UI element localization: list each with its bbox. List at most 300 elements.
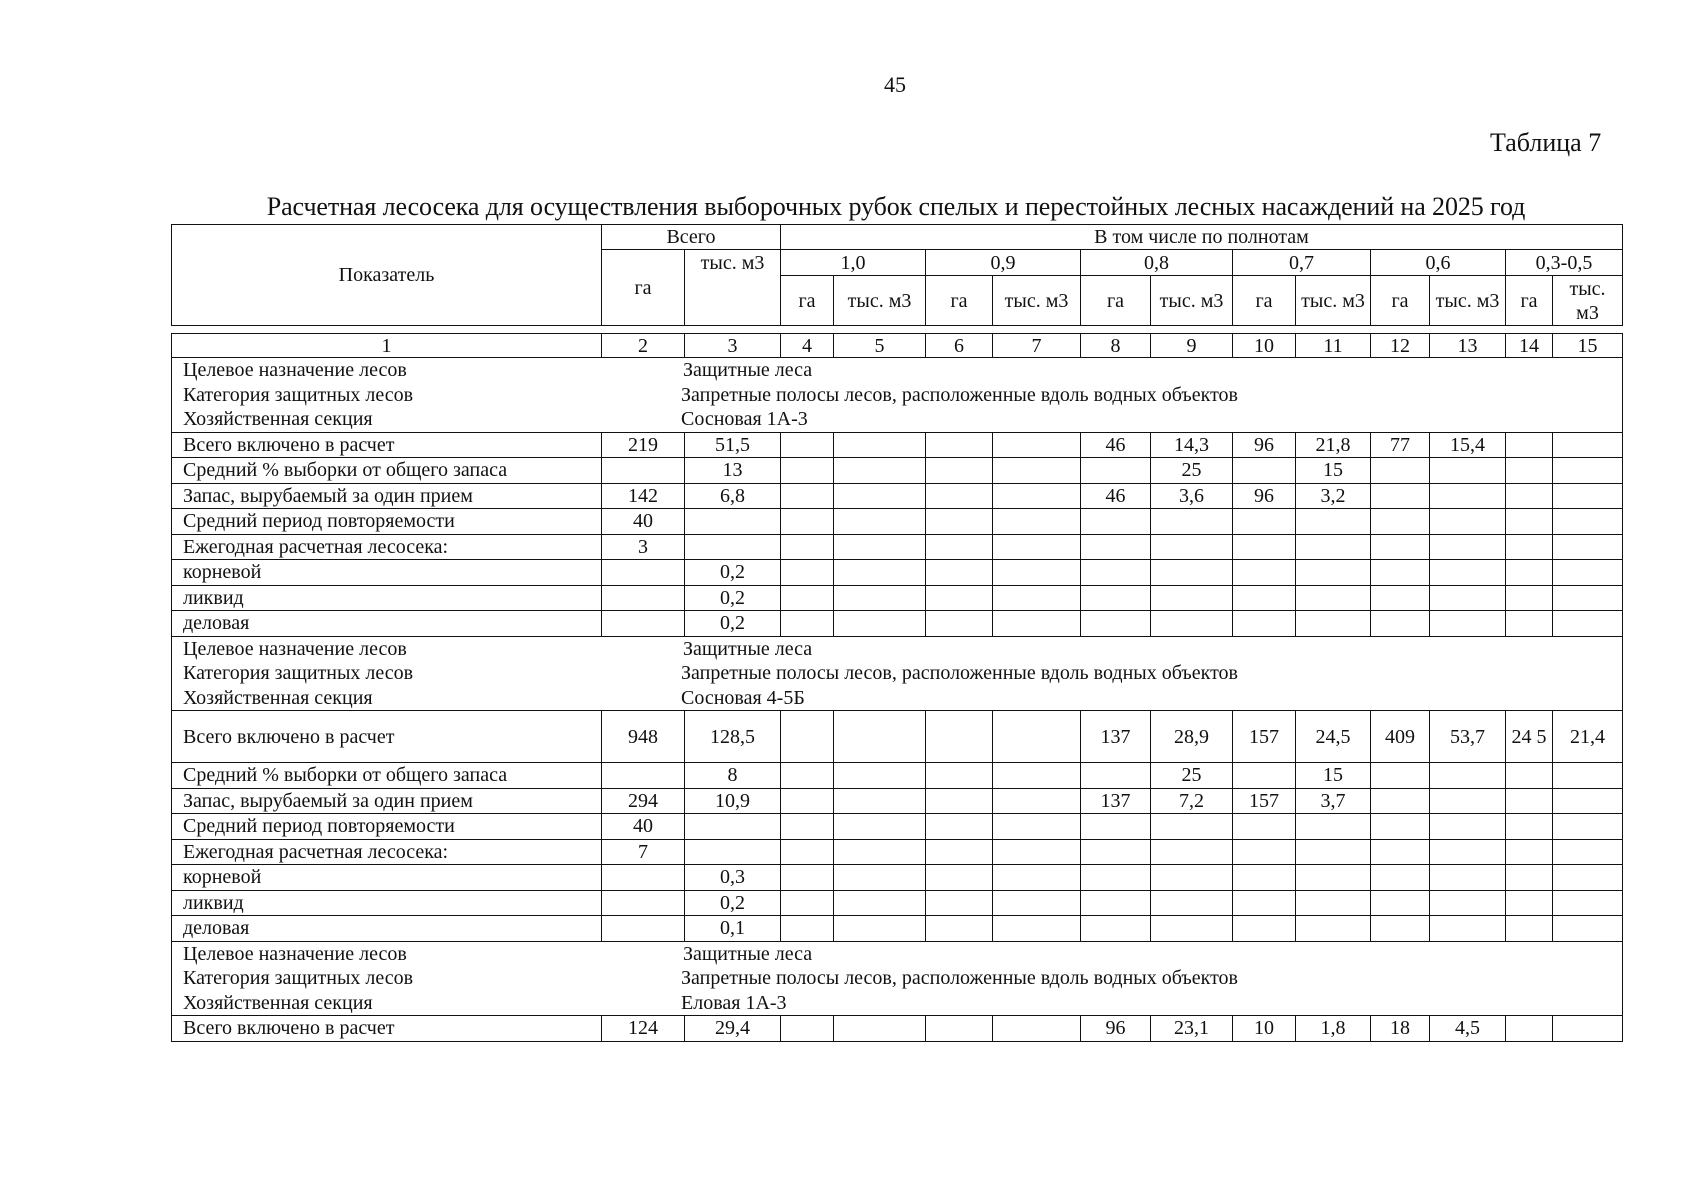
- table-cell: 21,8: [1296, 432, 1371, 458]
- header-unit-volume: тыс. м3: [1151, 276, 1233, 326]
- table-row: [172, 560, 1623, 586]
- header-density-5: 0,6: [1371, 250, 1506, 276]
- column-number: 3: [685, 334, 781, 358]
- table-cell: [993, 814, 1081, 840]
- table-cell: [1553, 865, 1623, 891]
- table-cell: [1430, 814, 1506, 840]
- table-cell: [1506, 788, 1553, 814]
- table-cell: [1081, 458, 1151, 484]
- table-cell: 25: [1151, 763, 1233, 789]
- column-number: 9: [1151, 334, 1233, 358]
- table-row: [172, 611, 1623, 637]
- table-cell: [1371, 763, 1430, 789]
- purpose-label: Целевое назначение лесов: [183, 942, 407, 965]
- table-row: [172, 1016, 1623, 1042]
- table-cell: 137: [1081, 788, 1151, 814]
- header-by-density: В том числе по полнотам: [781, 225, 1623, 250]
- table-cell: [602, 763, 685, 789]
- column-number: 15: [1553, 334, 1623, 358]
- management-section-line: [172, 686, 1622, 711]
- table-cell: 3,2: [1296, 483, 1371, 509]
- management-section-label: Хозяйственная секция: [183, 686, 373, 709]
- table-cell: [834, 534, 926, 560]
- column-number: 4: [781, 334, 834, 358]
- table-cell: [781, 483, 834, 509]
- table-cell: [1553, 763, 1623, 789]
- table-row: [172, 585, 1623, 611]
- table-cell: [926, 509, 993, 535]
- table-cell: [781, 432, 834, 458]
- table-cell: [834, 509, 926, 535]
- table-cell: 25: [1151, 458, 1233, 484]
- management-section-label: Хозяйственная секция: [183, 408, 373, 430]
- table-cell: [834, 865, 926, 891]
- table-cell: [1296, 509, 1371, 535]
- table-cell: [1371, 483, 1430, 509]
- table-cell: 15: [1296, 763, 1371, 789]
- header-density-1: 1,0: [781, 250, 926, 276]
- table-cell: [1151, 560, 1233, 586]
- category-label: Категория защитных лесов: [183, 967, 414, 989]
- table-cell: [1506, 432, 1553, 458]
- section-info: [172, 942, 1622, 1016]
- table-cell: [926, 611, 993, 637]
- table-cell: [1506, 865, 1553, 891]
- table-cell: [1233, 585, 1296, 611]
- table-cell: [1506, 611, 1553, 637]
- table-cell: [781, 560, 834, 586]
- table-cell: [926, 763, 993, 789]
- table-cell: 128,5: [685, 711, 781, 763]
- table-cell: [1430, 916, 1506, 942]
- table-cell: [1233, 814, 1296, 840]
- table-cell: 0,1: [685, 916, 781, 942]
- table-cell: [602, 458, 685, 484]
- table-cell: [834, 916, 926, 942]
- table-cell: [1506, 916, 1553, 942]
- table-cell: [1371, 839, 1430, 865]
- table-cell: [993, 458, 1081, 484]
- table-cell: 294: [602, 788, 685, 814]
- purpose-value: Защитные леса: [683, 359, 813, 381]
- row-label: Ежегодная расчетная лесосека:: [172, 839, 602, 865]
- table-cell: 7,2: [1151, 788, 1233, 814]
- table-cell: [781, 509, 834, 535]
- table-cell: [993, 763, 1081, 789]
- table-cell: [926, 788, 993, 814]
- header-unit-volume: тыс. м3: [834, 276, 926, 326]
- row-label: Запас, вырубаемый за один прием: [172, 788, 602, 814]
- table-cell: [1081, 560, 1151, 586]
- table-cell: [1430, 560, 1506, 586]
- table-cell: [834, 763, 926, 789]
- table-cell: 0,2: [685, 890, 781, 916]
- category-value: Запретные полосы лесов, расположенные вдоль водных объектов: [681, 662, 1238, 684]
- table-cell: [1506, 1016, 1553, 1042]
- section-info: [172, 358, 1622, 432]
- table-cell: [1553, 432, 1623, 458]
- table-cell: [1371, 585, 1430, 611]
- table-cell: [1506, 814, 1553, 840]
- header-unit-ha: га: [1233, 276, 1296, 326]
- row-label: деловая: [172, 611, 602, 637]
- table-cell: 21,4: [1553, 711, 1623, 763]
- table-cell: [834, 458, 926, 484]
- table-cell: 14,3: [1151, 432, 1233, 458]
- table-cell: [1553, 585, 1623, 611]
- table-cell: 24,5: [1296, 711, 1371, 763]
- table-cell: [926, 890, 993, 916]
- table-cell: 3,7: [1296, 788, 1371, 814]
- management-section-line: [172, 991, 1622, 1016]
- table-cell: 28,9: [1151, 711, 1233, 763]
- table-cell: [1553, 509, 1623, 535]
- table-cell: [1371, 788, 1430, 814]
- column-numbers-row: [172, 334, 1623, 358]
- table-cell: [1371, 890, 1430, 916]
- table-cell: [993, 560, 1081, 586]
- table-cell: [993, 711, 1081, 763]
- page-number: 45: [884, 72, 906, 97]
- table-cell: [834, 814, 926, 840]
- management-section-value: Сосновая 4-5Б: [681, 686, 805, 709]
- data-table: [171, 333, 1623, 1042]
- table-cell: [1081, 839, 1151, 865]
- table-cell: [1151, 890, 1233, 916]
- table-cell: 1,8: [1296, 1016, 1371, 1042]
- table-cell: [602, 916, 685, 942]
- header-unit-volume: тыс. м3: [1430, 276, 1506, 326]
- table-cell: 10: [1233, 1016, 1296, 1042]
- column-number: 14: [1506, 334, 1553, 358]
- row-label: корневой: [172, 560, 602, 586]
- table-cell: [1296, 890, 1371, 916]
- category-line: [172, 383, 1622, 408]
- table-cell: 96: [1081, 1016, 1151, 1042]
- table-cell: [1430, 839, 1506, 865]
- table-cell: 96: [1233, 483, 1296, 509]
- table-cell: 15,4: [1430, 432, 1506, 458]
- table-cell: [1553, 916, 1623, 942]
- table-cell: [1553, 890, 1623, 916]
- column-number: 10: [1233, 334, 1296, 358]
- header-unit-ha: га: [1371, 276, 1430, 326]
- table-cell: [993, 890, 1081, 916]
- row-label: Средний период повторяемости: [172, 509, 602, 535]
- table-cell: [1506, 560, 1553, 586]
- table-cell: [1081, 585, 1151, 611]
- table-cell: [1553, 788, 1623, 814]
- table-cell: [1553, 814, 1623, 840]
- table-cell: 4,5: [1430, 1016, 1506, 1042]
- table-cell: [1506, 534, 1553, 560]
- table-cell: [781, 585, 834, 611]
- table-cell: 46: [1081, 483, 1151, 509]
- table-cell: [781, 1016, 834, 1042]
- table-cell: [1233, 865, 1296, 891]
- table-cell: [834, 483, 926, 509]
- column-number: 5: [834, 334, 926, 358]
- table-cell: [1506, 890, 1553, 916]
- table-cell: 6,8: [685, 483, 781, 509]
- table-cell: [926, 839, 993, 865]
- table-cell: [1506, 458, 1553, 484]
- column-number: 8: [1081, 334, 1151, 358]
- table-cell: [834, 711, 926, 763]
- management-section-value: Сосновая 1А-3: [681, 408, 808, 430]
- table-cell: [1081, 916, 1151, 942]
- purpose-line: [172, 942, 1622, 967]
- table-cell: 142: [602, 483, 685, 509]
- table-cell: [1553, 839, 1623, 865]
- table-cell: [1430, 763, 1506, 789]
- column-number: 7: [993, 334, 1081, 358]
- category-label: Категория защитных лесов: [183, 662, 414, 684]
- table-cell: [834, 585, 926, 611]
- table-row: [172, 483, 1623, 509]
- table-cell: [993, 432, 1081, 458]
- row-label: Средний период повторяемости: [172, 814, 602, 840]
- table-cell: [1233, 890, 1296, 916]
- section-header: [172, 636, 1623, 711]
- table-cell: [1296, 916, 1371, 942]
- header-total: Всего: [602, 225, 781, 250]
- table-cell: 51,5: [685, 432, 781, 458]
- table-cell: [1506, 763, 1553, 789]
- table-cell: 53,7: [1430, 711, 1506, 763]
- management-section-line: [172, 407, 1622, 432]
- table-cell: 15: [1296, 458, 1371, 484]
- table-cell: [926, 432, 993, 458]
- table-cell: [1151, 916, 1233, 942]
- purpose-value: Защитные леса: [683, 637, 813, 660]
- table-cell: [781, 916, 834, 942]
- table-cell: [1553, 458, 1623, 484]
- table-cell: [1233, 458, 1296, 484]
- category-line: [172, 966, 1622, 991]
- table-row: [172, 865, 1623, 891]
- table-cell: [1430, 585, 1506, 611]
- table-cell: [1506, 483, 1553, 509]
- table-cell: 40: [602, 814, 685, 840]
- category-label: Категория защитных лесов: [183, 383, 414, 406]
- table-cell: [834, 560, 926, 586]
- table-row: [172, 534, 1623, 560]
- table-cell: [1371, 560, 1430, 586]
- table-row: [172, 711, 1623, 763]
- table-cell: [781, 890, 834, 916]
- section-header-row: [172, 941, 1623, 1016]
- table-cell: [1553, 534, 1623, 560]
- table-cell: 3,6: [1151, 483, 1233, 509]
- row-label: Средний % выборки от общего запаса: [172, 458, 602, 484]
- table-cell: [781, 458, 834, 484]
- table-cell: [1506, 509, 1553, 535]
- table-cell: 18: [1371, 1016, 1430, 1042]
- header-unit-volume: тыс. м3: [993, 276, 1081, 326]
- table-cell: [685, 814, 781, 840]
- table-cell: [1151, 509, 1233, 535]
- table-cell: 46: [1081, 432, 1151, 458]
- table-cell: 10,9: [685, 788, 781, 814]
- table-cell: 0,2: [685, 611, 781, 637]
- purpose-label: Целевое назначение лесов: [183, 359, 407, 381]
- header-unit-ha: га: [781, 276, 834, 326]
- table-cell: [1430, 890, 1506, 916]
- header-indicator: Показатель: [172, 225, 602, 326]
- table-cell: [993, 585, 1081, 611]
- column-number: 11: [1296, 334, 1371, 358]
- purpose-line: [172, 358, 1622, 383]
- table-cell: 409: [1371, 711, 1430, 763]
- section-info: [172, 637, 1622, 711]
- table-cell: 3: [602, 534, 685, 560]
- row-label: ликвид: [172, 585, 602, 611]
- table-cell: [602, 611, 685, 637]
- header-total-ha: га: [602, 250, 685, 326]
- table-cell: [1081, 814, 1151, 840]
- table-cell: [1296, 560, 1371, 586]
- row-label: корневой: [172, 865, 602, 891]
- table-cell: 29,4: [685, 1016, 781, 1042]
- table-header: [171, 224, 1623, 326]
- table-cell: [1371, 916, 1430, 942]
- row-label: Запас, вырубаемый за один прием: [172, 483, 602, 509]
- table-label: Таблица 7: [1490, 128, 1602, 157]
- purpose-value: Защитные леса: [683, 942, 813, 965]
- table-cell: [993, 1016, 1081, 1042]
- table-cell: [1081, 534, 1151, 560]
- table-cell: [1430, 458, 1506, 484]
- row-label: ликвид: [172, 890, 602, 916]
- table-cell: [1233, 534, 1296, 560]
- header-total-volume: тыс. м3: [685, 250, 781, 326]
- header-unit-volume: тыс. м3: [1553, 276, 1623, 326]
- table-cell: [993, 916, 1081, 942]
- section-header: [172, 941, 1623, 1016]
- table-cell: [1233, 763, 1296, 789]
- document-title: Расчетная лесосека для осуществления выборочных рубок спелых и перестойных лесных насаждений на 2025 год: [266, 192, 1526, 221]
- table-cell: [685, 534, 781, 560]
- table-cell: [993, 534, 1081, 560]
- header-density-6: 0,3-0,5: [1506, 250, 1623, 276]
- table-cell: 8: [685, 763, 781, 789]
- section-header: [172, 358, 1623, 433]
- table-cell: 24 5: [1506, 711, 1553, 763]
- table-row: [172, 458, 1623, 484]
- header-unit-ha: га: [1081, 276, 1151, 326]
- category-value: Запретные полосы лесов, расположенные вдоль водных объектов: [681, 383, 1238, 406]
- header-density-2: 0,9: [926, 250, 1081, 276]
- table-cell: 219: [602, 432, 685, 458]
- table-cell: [1553, 560, 1623, 586]
- table-cell: 40: [602, 509, 685, 535]
- table-cell: [1371, 458, 1430, 484]
- purpose-line: [172, 637, 1622, 662]
- table-cell: [1371, 509, 1430, 535]
- table-row: [172, 763, 1623, 789]
- table-cell: [926, 585, 993, 611]
- table-cell: [1371, 611, 1430, 637]
- row-label: Средний % выборки от общего запаса: [172, 763, 602, 789]
- table-cell: [1430, 788, 1506, 814]
- table-cell: 157: [1233, 711, 1296, 763]
- table-cell: [781, 788, 834, 814]
- table-row: [172, 432, 1623, 458]
- row-label: деловая: [172, 916, 602, 942]
- row-label: Ежегодная расчетная лесосека:: [172, 534, 602, 560]
- category-line: [172, 661, 1622, 686]
- table-cell: [1371, 534, 1430, 560]
- column-number: 2: [602, 334, 685, 358]
- purpose-label: Целевое назначение лесов: [183, 637, 407, 660]
- header-unit-volume: тыс. м3: [1296, 276, 1371, 326]
- table-row: [172, 839, 1623, 865]
- category-value: Запретные полосы лесов, расположенные вдоль водных объектов: [681, 967, 1238, 989]
- table-cell: [1430, 483, 1506, 509]
- table-cell: [1233, 916, 1296, 942]
- table-cell: 96: [1233, 432, 1296, 458]
- table-row: [172, 916, 1623, 942]
- table-cell: [834, 611, 926, 637]
- table-cell: [1553, 1016, 1623, 1042]
- table-cell: [1081, 890, 1151, 916]
- table-cell: [993, 839, 1081, 865]
- table-cell: [602, 865, 685, 891]
- table-cell: [926, 865, 993, 891]
- table-cell: [1506, 839, 1553, 865]
- table-cell: [1506, 585, 1553, 611]
- table-cell: [834, 890, 926, 916]
- header-unit-ha: га: [926, 276, 993, 326]
- table-cell: 13: [685, 458, 781, 484]
- table-cell: [781, 711, 834, 763]
- table-cell: [1151, 611, 1233, 637]
- table-cell: [781, 763, 834, 789]
- table-cell: 137: [1081, 711, 1151, 763]
- table-cell: [781, 534, 834, 560]
- table-cell: [781, 865, 834, 891]
- table-cell: [926, 483, 993, 509]
- section-header-row: [172, 636, 1623, 711]
- table-cell: 124: [602, 1016, 685, 1042]
- table-cell: [602, 890, 685, 916]
- table-cell: [1151, 814, 1233, 840]
- table-cell: [926, 458, 993, 484]
- table-cell: [1081, 763, 1151, 789]
- table-cell: [1233, 560, 1296, 586]
- table-cell: [685, 839, 781, 865]
- table-cell: 7: [602, 839, 685, 865]
- table-cell: [1151, 839, 1233, 865]
- table-cell: [926, 814, 993, 840]
- header-unit-ha: га: [1506, 276, 1553, 326]
- column-number: 1: [172, 334, 602, 358]
- table-cell: [1553, 611, 1623, 637]
- table-cell: [1296, 534, 1371, 560]
- management-section-value: Еловая 1А-3: [681, 991, 787, 1014]
- table-cell: [926, 711, 993, 763]
- table-row: [172, 890, 1623, 916]
- table-cell: [926, 534, 993, 560]
- table-cell: [1296, 865, 1371, 891]
- table-cell: [1430, 611, 1506, 637]
- table-cell: [1233, 839, 1296, 865]
- table-cell: [1233, 509, 1296, 535]
- table-cell: 0,2: [685, 560, 781, 586]
- table-cell: 23,1: [1151, 1016, 1233, 1042]
- table-cell: [1371, 865, 1430, 891]
